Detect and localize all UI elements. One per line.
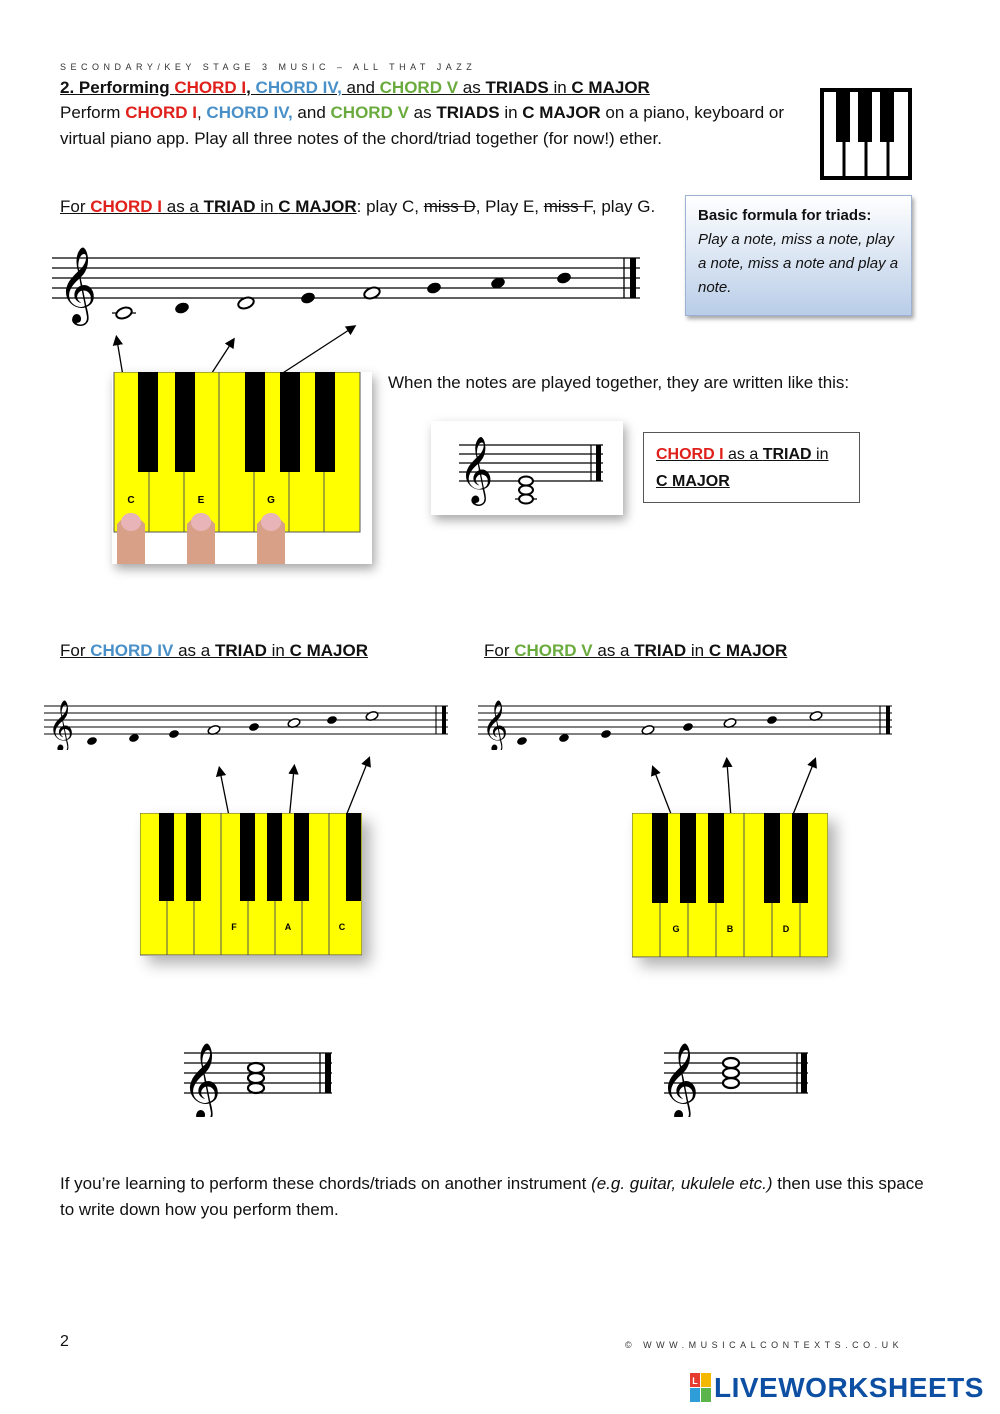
- section-heading: 2. Performing CHORD I, CHORD IV, and CHORD V as TRIADS in C MAJOR: [60, 78, 650, 97]
- treble-clef-icon: 𝄞: [58, 247, 98, 321]
- liveworksheets-wordmark: LIVEWORKSHEETS: [714, 1372, 984, 1403]
- formula-box: Basic formula for triads: Play a note, miss a note, play a note, miss a note and play a note.: [685, 195, 912, 316]
- g-scale-staff: [478, 690, 896, 750]
- chord1-staff: [431, 421, 623, 515]
- svg-text:L: L: [692, 1376, 698, 1386]
- treble-clef-icon: 𝄞: [482, 701, 509, 750]
- together-text: When the notes are played together, they are written like this:: [388, 373, 850, 392]
- chord4-staff: [172, 1025, 342, 1117]
- course-header: SECONDARY/KEY STAGE 3 MUSIC – ALL THAT JAZZ: [60, 62, 477, 72]
- other-instrument-text: If you’re learning to perform these chords/triads on another instrument (e.g. guitar, ukulele etc.) then use this space to write down how you perform them.: [60, 1174, 924, 1219]
- treble-clef-icon: 𝄞: [660, 1043, 700, 1117]
- chord1-label-box: CHORD I as a TRIAD in C MAJOR: [643, 432, 860, 503]
- c-major-scale-staff: [52, 232, 644, 327]
- treble-clef-icon: 𝄞: [459, 437, 494, 502]
- piano-icon: [820, 88, 912, 180]
- f-scale-staff: [44, 690, 452, 750]
- chord1-notation-card: [431, 421, 623, 515]
- keyboard5: [632, 813, 828, 958]
- treble-clef-icon: 𝄞: [48, 701, 75, 750]
- liveworksheets-brand[interactable]: [690, 1372, 984, 1404]
- keyboard4: [140, 813, 362, 956]
- chord1-instruction: For CHORD I as a TRIAD in C MAJOR: play C, miss D, Play E, miss F, play G.: [60, 197, 656, 216]
- keyboard4-photo: [140, 813, 362, 956]
- key-label-g: G: [267, 495, 275, 506]
- treble-clef-icon: 𝄞: [182, 1043, 222, 1117]
- key-label-b: B: [726, 924, 734, 934]
- key-label-e: E: [197, 495, 205, 506]
- liveworksheets-logo-icon: [690, 1373, 712, 1403]
- page-number: 2: [60, 1333, 69, 1350]
- keyboard1-photo: [112, 372, 372, 564]
- key-label-c: C: [127, 495, 135, 506]
- key-label-d: D: [782, 924, 790, 934]
- keyboard5-photo: [632, 813, 828, 958]
- key-label-c: C: [338, 922, 346, 932]
- copyright: © WWW.MUSICALCONTEXTS.CO.UK: [625, 1340, 904, 1350]
- key-label-g: G: [672, 924, 680, 934]
- chord5-staff: [656, 1025, 816, 1117]
- chord4-heading: For CHORD IV as a TRIAD in C MAJOR: [60, 641, 368, 660]
- chord5-heading: For CHORD V as a TRIAD in C MAJOR: [484, 641, 788, 660]
- key-label-a: A: [284, 922, 292, 932]
- keyboard1: [112, 372, 372, 564]
- key-label-f: F: [231, 922, 237, 932]
- intro-paragraph: Perform CHORD I, CHORD IV, and CHORD V as TRIADS in C MAJOR on a piano, keyboard or virtual piano app. Play all three notes of the chord/triad together (for now!) ether.: [60, 103, 785, 148]
